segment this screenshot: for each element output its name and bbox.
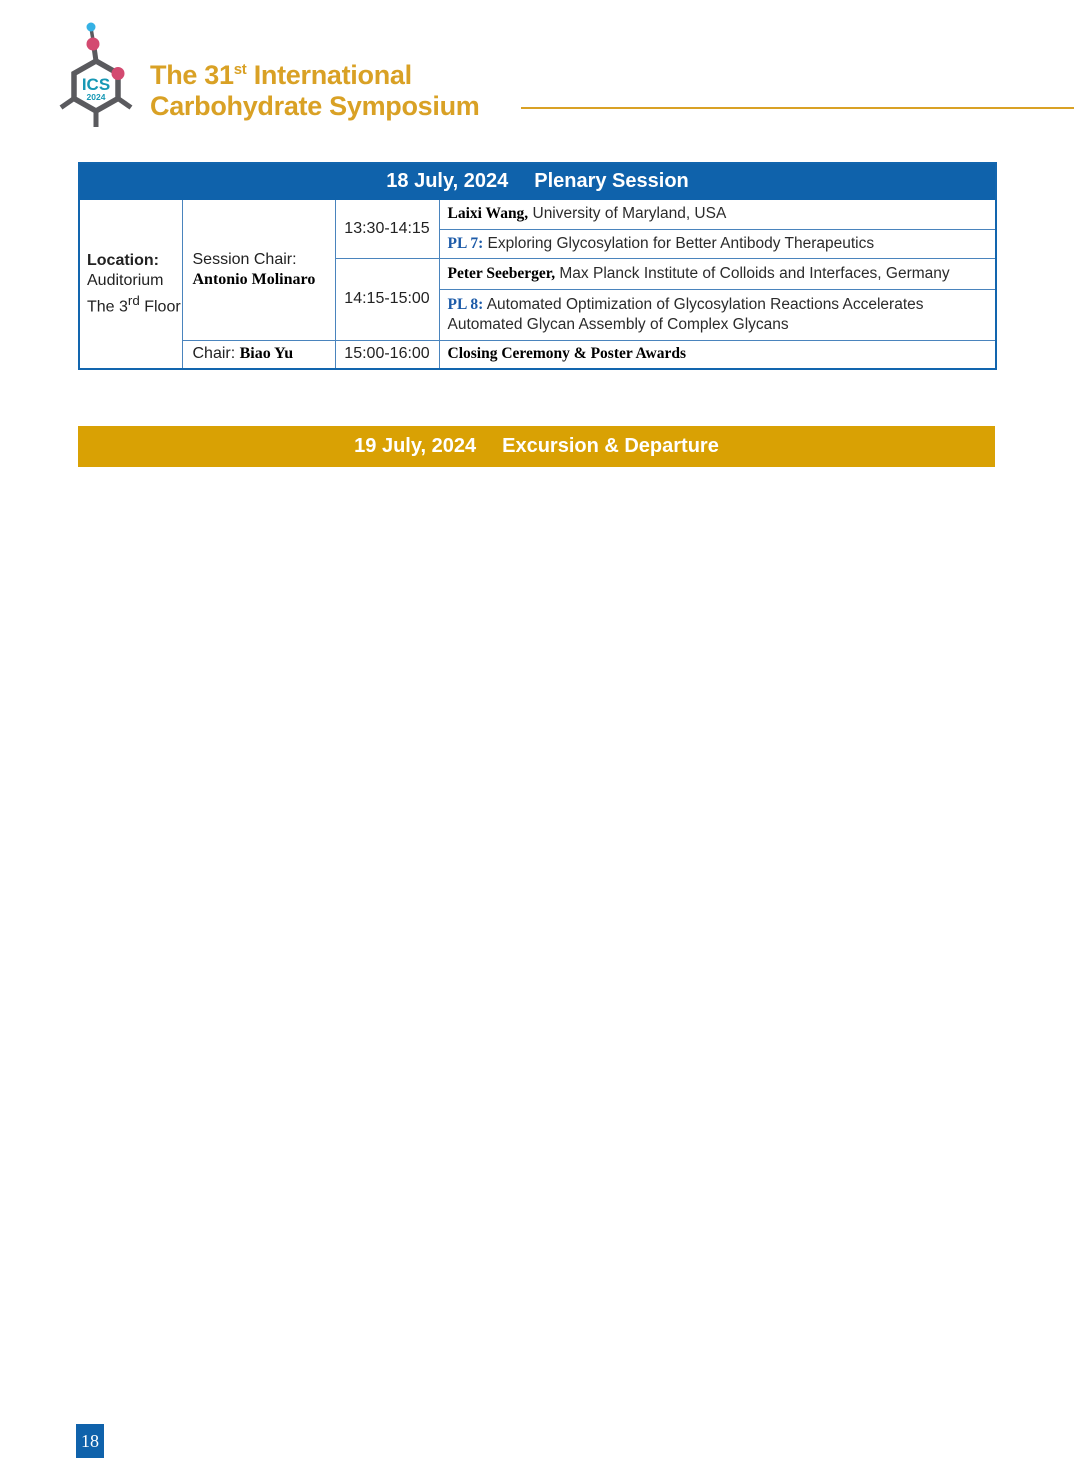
excursion-banner	[78, 426, 995, 467]
closing-chair-name: Biao Yu	[239, 345, 294, 363]
session-chair-name: Antonio Molinaro	[192, 270, 316, 288]
location-line2	[87, 291, 182, 317]
speaker-cell-2	[439, 258, 996, 289]
plenary-session-table	[78, 162, 997, 370]
closing-event-title: Closing Ceremony & Poster Awards	[447, 345, 687, 363]
speaker-name-2: Peter Seeberger,	[447, 264, 556, 282]
title-ordinal-sup: st	[233, 61, 247, 78]
logo-cyan-dot	[87, 23, 96, 32]
talk-code-2: PL 8:	[447, 295, 484, 313]
talk-title-1: Exploring Glycosylation for Better Antibody Therapeutics	[483, 234, 875, 252]
closing-event-cell	[439, 340, 996, 369]
closing-chair-cell	[182, 340, 335, 369]
table-header-row	[79, 163, 996, 199]
time-slot-2: 14:15-15:00	[335, 258, 439, 340]
location-label: Location:	[87, 251, 159, 269]
logo-pink-dot-stem	[87, 38, 100, 51]
speaker-cell-1	[439, 199, 996, 229]
speaker-affiliation-2: Max Planck Institute of Colloids and Interfaces, Germany	[555, 264, 950, 282]
header-divider-rule	[521, 107, 1074, 109]
logo-text-ics: ICS	[81, 75, 111, 94]
symposium-title-line2: Carbohydrate Symposium	[150, 91, 480, 121]
title-line1-pre: The 31	[150, 60, 234, 90]
banner-title: Excursion & Departure	[502, 435, 719, 457]
ics-2024-logo-icon	[58, 14, 148, 138]
logo-text-year: 2024	[86, 92, 106, 102]
talk-cell-2	[439, 289, 996, 340]
table-header-session: Plenary Session	[534, 169, 689, 192]
page-number: 18	[76, 1424, 104, 1458]
talk-title-2: Automated Optimization of Glycosylation Reactions Accelerates Automated Glycan Assembly of Complex Glycans	[447, 295, 924, 333]
location-floor-sup: rd	[127, 292, 140, 308]
session-chair-cell	[182, 199, 335, 340]
talk-code-1: PL 7:	[447, 234, 484, 252]
location-floor-post: Floor	[139, 297, 181, 315]
table-row	[79, 340, 996, 369]
time-slot-3: 15:00-16:00	[335, 340, 439, 369]
closing-chair-label: Chair:	[192, 345, 240, 363]
logo-pink-dot-vertex	[112, 67, 125, 80]
banner-date: 19 July, 2024	[354, 435, 477, 457]
talk-cell-1	[439, 229, 996, 258]
table-header-cell	[79, 163, 996, 199]
title-line1-post: International	[246, 60, 412, 90]
speaker-name-1: Laixi Wang,	[447, 205, 529, 222]
location-floor-pre: The 3	[87, 297, 128, 315]
session-chair-label: Session Chair:	[192, 250, 297, 268]
location-cell	[79, 199, 182, 369]
table-header-date: 18 July, 2024	[386, 169, 509, 192]
symposium-title	[150, 54, 479, 122]
table-row	[79, 199, 996, 229]
symposium-title-line1	[150, 54, 479, 91]
speaker-affiliation-1: University of Maryland, USA	[528, 205, 727, 222]
location-line1: Auditorium	[87, 271, 164, 289]
time-slot-1: 13:30-14:15	[335, 199, 439, 258]
